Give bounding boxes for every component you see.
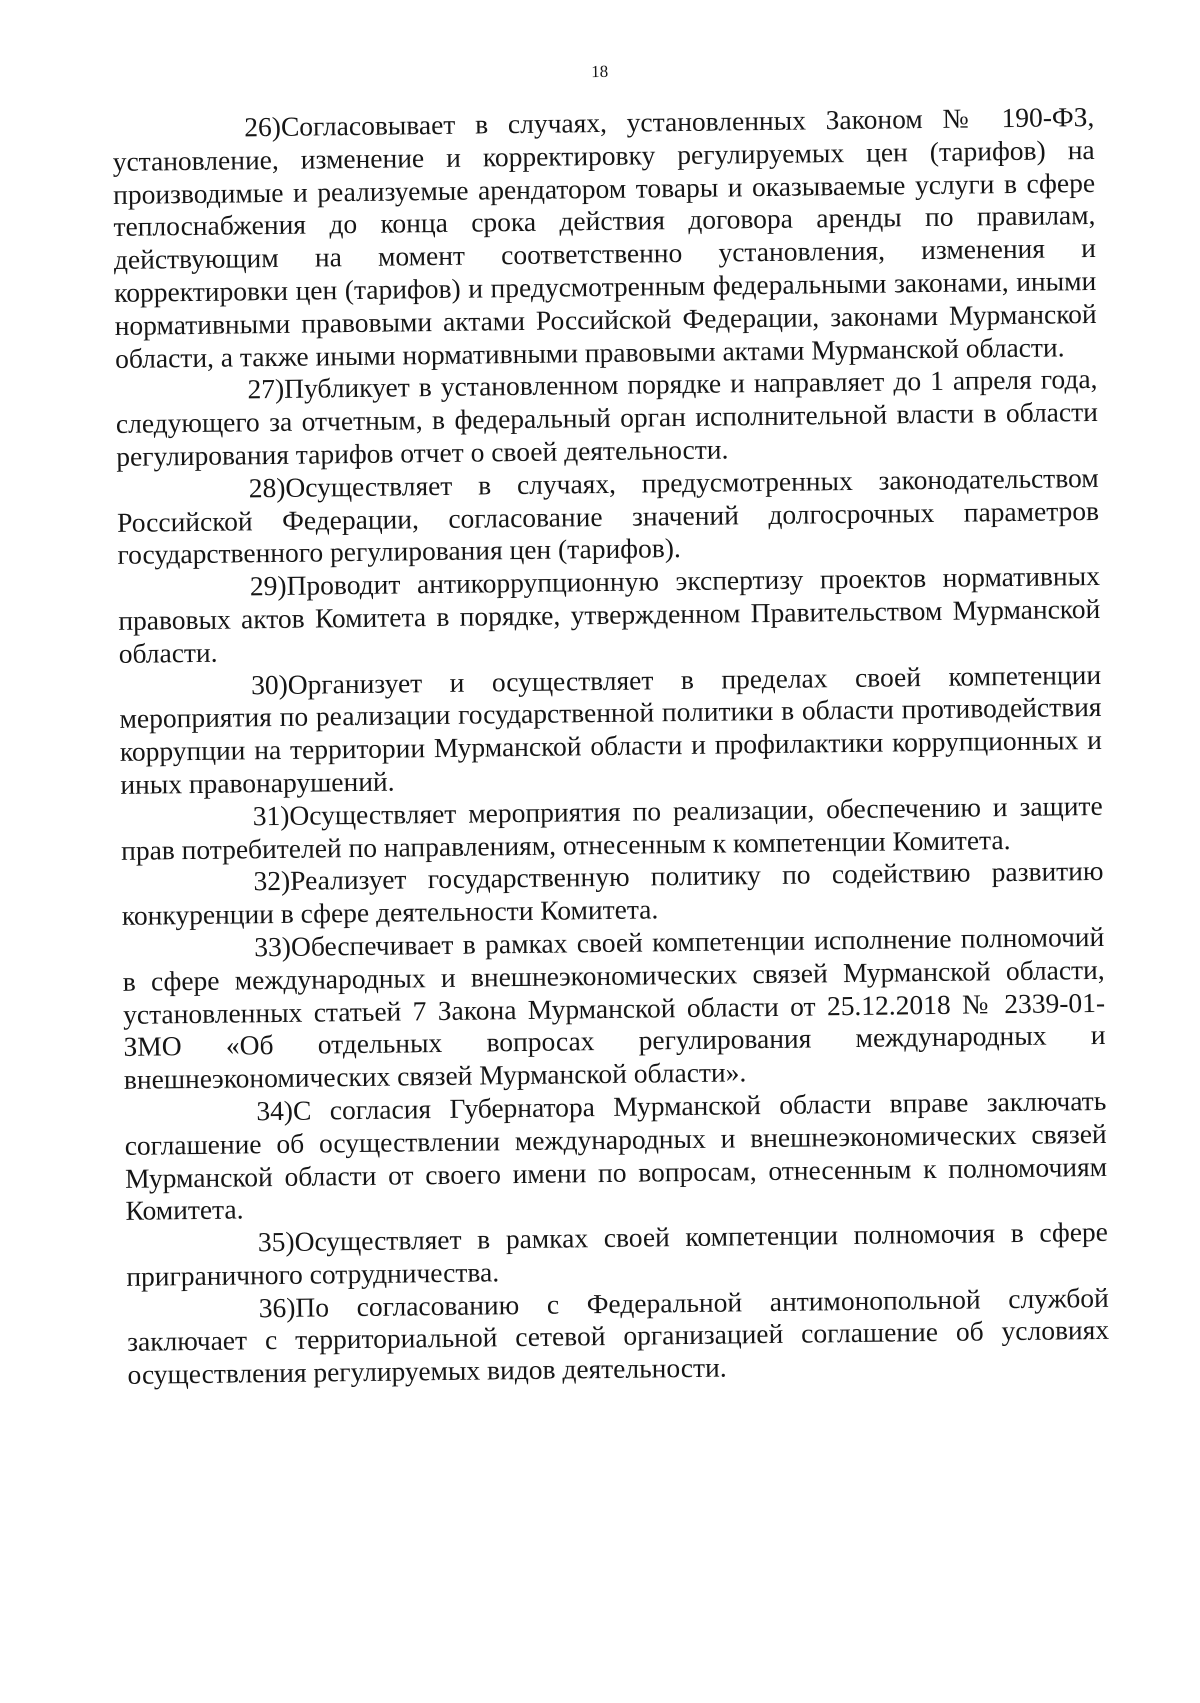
paragraph-32 — [121, 855, 1104, 933]
paragraph-29 — [118, 560, 1101, 670]
paragraph-text: Проводит антикоррупционную экспертизу проектов нормативных правовых актов Комитета в порядке, утвержденном Правительством Мурманской области. — [118, 560, 1101, 669]
paragraph-text: С согласия Губернатора Мурманской области вправе заключать соглашение об осуществлении международных и внешнеэкономических связей Мурманской области от своего имени по вопросам, отнесенным к полномочиям Комитета. — [124, 1084, 1108, 1227]
paragraph-number: 31) — [252, 799, 290, 832]
paragraph-text: Согласовывает в случаях, установленных Законом № 190-ФЗ, установление, изменение и корректировку регулируемых цен (тарифов) на производимые и реализуемые арендатором товары и оказываемые услуги в сфере теплоснабжения до конца срока действия договора аренды по правилам, действующим на момент соответственно установления, изменения и корректировки цен (тарифов) и предусмотренным федеральными законами, иными нормативными правовыми актами Российской Федерации, законами Мурманской области, а также иными нормативными правовыми актами Мурманской области. — [112, 100, 1097, 374]
paragraph-number: 28) — [248, 471, 286, 504]
paragraph-30 — [119, 658, 1103, 801]
paragraph-text: Осуществляет в рамках своей компетенции полномочия в сфере приграничного сотрудничества. — [126, 1215, 1109, 1292]
paragraph-number: 36) — [258, 1291, 296, 1323]
paragraph-26 — [112, 101, 1097, 375]
page-number: 18 — [591, 61, 609, 82]
paragraph-35 — [126, 1216, 1109, 1294]
paragraph-31 — [121, 790, 1104, 868]
paragraph-text: Осуществляет мероприятия по реализации, обеспечению и защите прав потребителей по направлениям, отнесенным к компетенции Комитета. — [120, 789, 1103, 866]
paragraph-text: Обеспечивает в рамках своей компетенции исполнение полномочий в сфере международных и внешнеэкономических связей Мурманской области, установленных статьей 7 Закона Мурманской области от 25.12.2018 № 2339-01-ЗМО «Об отдельных вопросах регулирования международных и внешнеэкономических связей Мурманской области». — [122, 920, 1106, 1095]
paragraph-text: Организует и осуществляет в пределах своей компетенции мероприятия по реализации государственной политики в области противодействия коррупции на территории Мурманской области и профилактики коррупционных и иных правонарушений. — [119, 658, 1103, 800]
paragraph-28 — [117, 462, 1100, 572]
paragraph-text: По согласованию с Федеральной антимонопольной службой заключает с территориальной сетевой организацией соглашение об условиях осуществления регулируемых видов деятельности. — [126, 1281, 1110, 1391]
paragraph-number: 27) — [247, 373, 285, 405]
paragraph-number: 29) — [249, 570, 287, 602]
paragraph-number: 32) — [253, 865, 291, 897]
paragraph-number: 30) — [250, 668, 288, 700]
paragraph-text: Осуществляет в случаях, предусмотренных законодательством Российской Федерации, согласование значений долгосрочных параметров государственного регулирования цен (тарифов). — [116, 461, 1100, 571]
paragraph-number: 34) — [256, 1094, 294, 1127]
paragraph-34 — [124, 1085, 1108, 1228]
paragraph-number: 35) — [257, 1225, 295, 1258]
paragraph-27 — [115, 363, 1098, 473]
paragraph-number: 33) — [254, 930, 292, 963]
paragraph-text: Публикует в установленном порядке и направляет до 1 апреля года, следующего за отчетным, в федеральный орган исполнительной власти в области регулирования тарифов отчет о своей деятельности. — [115, 363, 1099, 472]
paragraph-text: Реализует государственную политику по содействию развитию конкуренции в сфере деятельности Комитета. — [121, 855, 1104, 932]
paragraph-33 — [122, 921, 1106, 1097]
paragraph-36 — [127, 1282, 1110, 1392]
paragraph-number: 26) — [244, 110, 282, 143]
document-body — [112, 101, 1110, 1392]
